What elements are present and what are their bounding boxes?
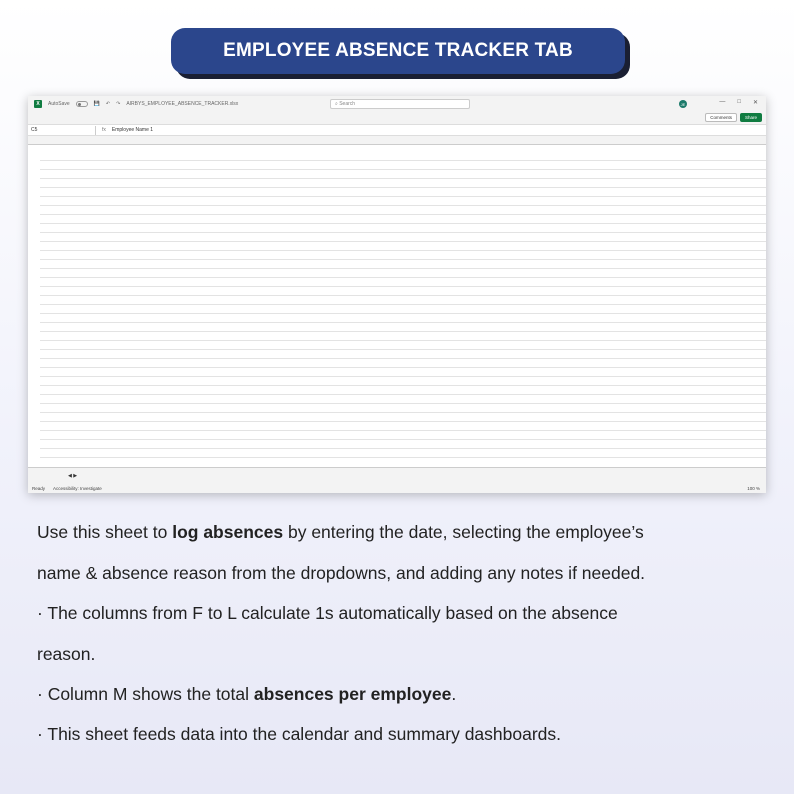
sheet-tabs — [28, 467, 766, 483]
text: by entering the date, selecting the employee’s — [283, 522, 644, 542]
autosave-toggle[interactable] — [76, 101, 88, 107]
search-placeholder: Search — [339, 101, 356, 107]
column-headers — [28, 136, 766, 145]
excel-logo-icon: X — [34, 100, 42, 108]
description-line-3: · The columns from F to L calculate 1s automatically based on the absence — [37, 603, 618, 623]
maximize-button[interactable]: □ — [737, 99, 741, 105]
formula-bar — [28, 124, 766, 136]
description-line-4: reason. — [37, 644, 96, 664]
file-name: AIRBYS_EMPLOYEE_ABSENCE_TRACKER.xlsx — [126, 101, 239, 107]
accessibility-status[interactable]: Accessibility: Investigate — [53, 485, 102, 491]
text: Use this sheet to — [37, 522, 173, 542]
grid-lines — [40, 152, 766, 466]
save-icon[interactable]: 💾 — [93, 101, 100, 107]
undo-icon[interactable]: ↶ — [105, 101, 111, 107]
text-bold: absences per employee — [253, 684, 452, 704]
page-banner — [171, 28, 625, 74]
status-bar — [28, 483, 766, 493]
description-line-2: name & absence reason from the dropdowns, and adding any notes if needed. — [37, 563, 646, 583]
formula-input[interactable]: Employee Name 1 — [111, 127, 154, 133]
search-box[interactable]: ⌕ Search — [330, 99, 470, 109]
zoom-level[interactable]: 100 % — [747, 485, 760, 491]
name-box[interactable]: C5 — [28, 126, 96, 135]
description-line-5 — [37, 684, 767, 704]
text: · Column M shows the total — [37, 684, 254, 704]
comments-button[interactable]: Comments — [705, 113, 737, 122]
text-bold: log absences — [172, 522, 284, 542]
status-ready: Ready — [32, 485, 46, 491]
text: . — [451, 684, 457, 704]
excel-window — [28, 96, 766, 493]
sheet-grid — [28, 152, 766, 466]
redo-icon[interactable]: ↷ — [116, 101, 121, 107]
description-line-6: · This sheet feeds data into the calendar and summary dashboards. — [37, 724, 562, 744]
ribbon-menu — [28, 112, 766, 124]
banner-title: EMPLOYEE ABSENCE TRACKER TAB — [223, 40, 573, 61]
minimize-button[interactable]: — — [719, 99, 726, 105]
avatar[interactable]: JE — [680, 101, 686, 107]
fx-icon[interactable]: fx — [102, 127, 106, 133]
sheet-nav-icon[interactable]: ◀ ▶ — [68, 472, 78, 479]
autosave-label: AutoSave — [48, 101, 70, 107]
close-button[interactable]: ✕ — [752, 100, 758, 106]
share-button[interactable]: Share — [740, 113, 762, 122]
title-bar — [28, 96, 766, 112]
description-line-1 — [37, 522, 767, 542]
